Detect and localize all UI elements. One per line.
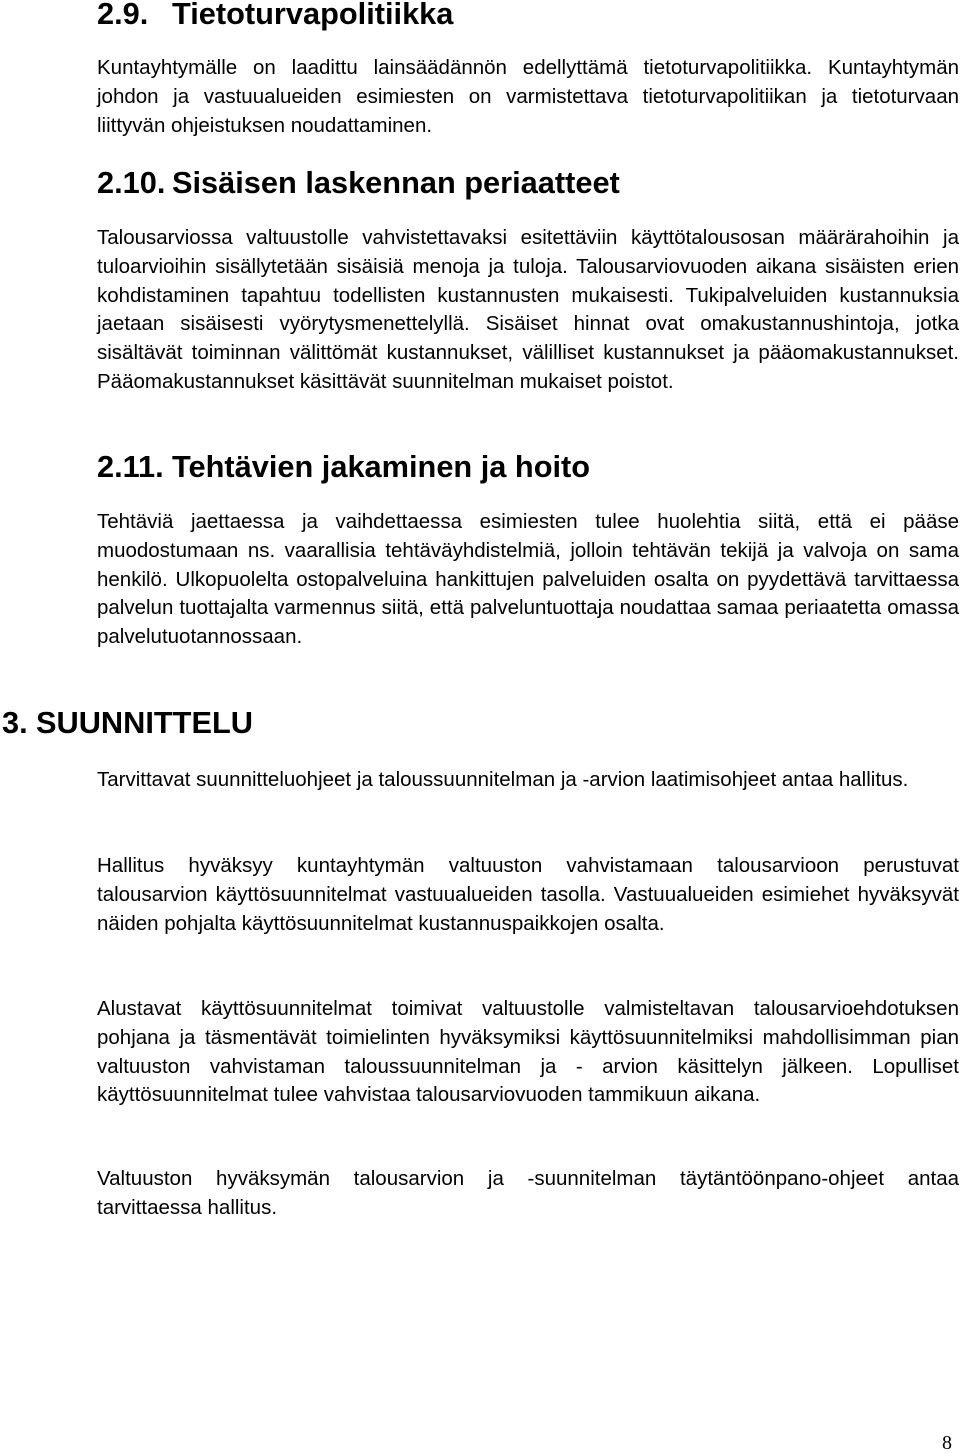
paragraph: Tehtäviä jaettaessa ja vaihdettaessa esimiesten tulee huolehtia siitä, että ei pääse muodostumaan ns. vaarallisia tehtäväyhdistelmiä, jolloin tehtävän tekijä ja valvoja on sama henkilö. Ulkopuolelta ostopalveluina hankittujen palveluiden osalta on pyydettävä tarvittaessa palvelun tuottajalta varmennus siitä, että palveluntuottaja noudattaa samaa periaatetta omassa palvelutuotannossaan.: [97, 510, 959, 649]
section-heading-3: [2, 705, 253, 740]
section-number: 2.9.: [97, 0, 149, 31]
paragraph: Talousarviossa valtuustolle vahvistettavaksi esitettäviin käyttötalousosan määrärahoihin ja tuloarvioihin sisällytetään sisäisiä menoja ja tuloja. Talousarviovuoden aikana sisäisten erien kohdistaminen tapahtuu todellisten kustannusten mukaisesti. Tukipalveluiden kustannuksia jaetaan sisäisesti vyörytysmenettelyllä. Sisäiset hinnat ovat omakustannushintoja, jotka sisältävät toiminnan välittömät kustannukset, välilliset kustannukset ja pääomakustannukset. Pääomakustannukset käsittävät suunnitelman mukaiset poistot.: [97, 226, 959, 393]
paragraph: Alustavat käyttösuunnitelmat toimivat valtuustolle valmisteltavan talousarvioehdotuksen pohjana ja täsmentävät toimielinten hyväksymiksi käyttösuunnitelmiksi mahdollisimman pian valtuuston vahvistaman taloussuunnitelman ja - arvion käsittelyn jälkeen. Lopulliset käyttösuunnitelmat tulee vahvistaa talousarviovuoden tammikuun aikana.: [97, 997, 959, 1107]
section-heading-2-11: [97, 449, 591, 484]
section-title: SUUNNITTELU: [36, 705, 253, 740]
section-heading-2-10: [97, 165, 620, 200]
section-number: 2.10.: [97, 165, 166, 200]
section-title: Tietoturvapolitiikka: [172, 0, 454, 31]
section-number: 3.: [2, 705, 28, 740]
section-heading-2-9: [97, 0, 454, 31]
section-number: 2.11.: [97, 449, 164, 484]
page-number: 8: [942, 1432, 952, 1454]
paragraph: Kuntayhtymälle on laadittu lainsäädännön edellyttämä tietoturvapolitiikka. Kuntayhtymän johdon ja vastuualueiden esimiesten on varmistettava tietoturvapolitiikan ja tietoturvaan liittyvän ohjeistuksen noudattaminen.: [97, 56, 959, 137]
paragraph: Tarvittavat suunnitteluohjeet ja taloussuunnitelman ja -arvion laatimisohjeet antaa hallitus.: [97, 768, 909, 791]
paragraph: Hallitus hyväksyy kuntayhtymän valtuuston vahvistamaan talousarvioon perustuvat talousarvion käyttösuunnitelmat vastuualueiden tasolla. Vastuualueiden esimiehet hyväksyvät näiden pohjalta käyttösuunnitelmat kustannuspaikkojen osalta.: [97, 854, 959, 935]
section-title: Tehtävien jakaminen ja hoito: [172, 449, 591, 484]
section-title: Sisäisen laskennan periaatteet: [172, 165, 620, 200]
paragraph: Valtuuston hyväksymän talousarvion ja -suunnitelman täytäntöönpano-ohjeet antaa tarvittaessa hallitus.: [97, 1167, 959, 1219]
